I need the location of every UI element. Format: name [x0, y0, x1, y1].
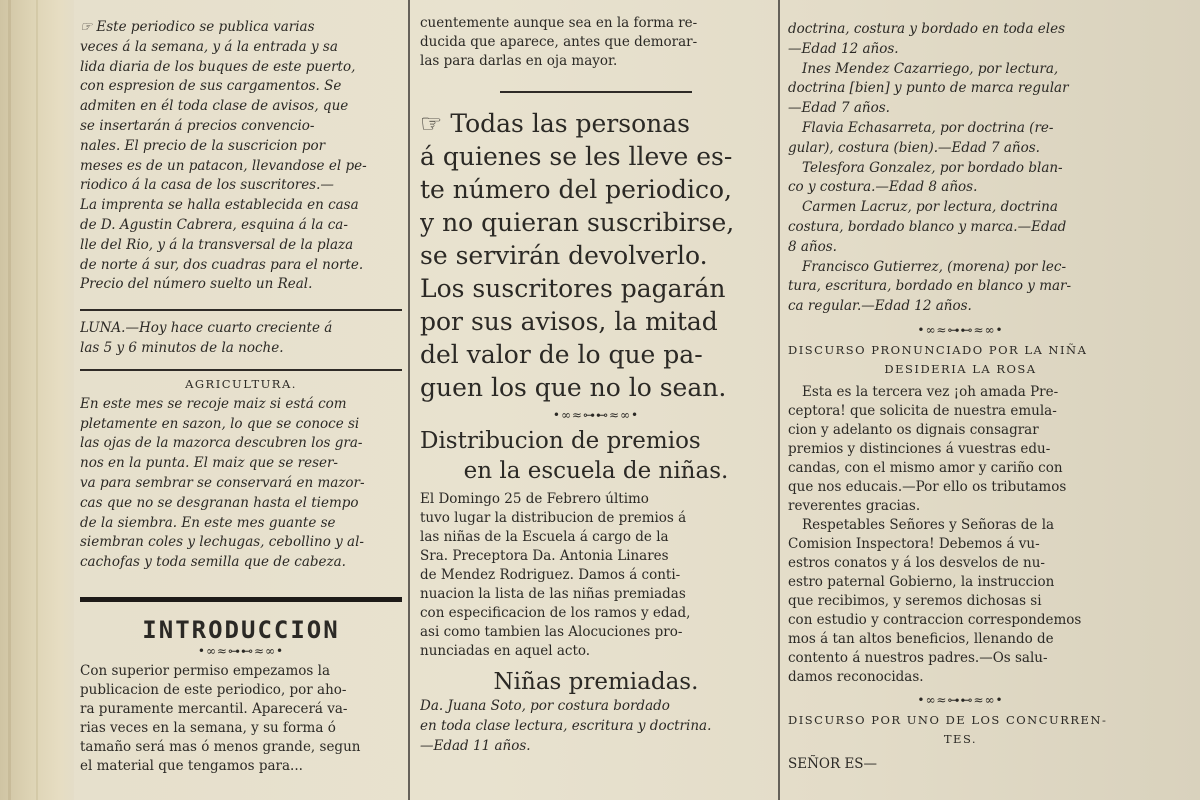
ornament: •∞≈⊶⊷≈∞•: [552, 408, 640, 422]
agriculture-line: de la siembra. En este mes guante se: [80, 514, 336, 531]
notice-line: veces á la semana, y á la entrada y sa: [80, 38, 338, 55]
distribution-title-line: Distribucion de premios: [420, 428, 701, 454]
distribution-line: con especificacion de los ramos y edad,: [420, 605, 691, 621]
ornament: •∞≈⊶⊷≈∞•: [917, 692, 1004, 707]
section-rule-thick: [80, 597, 402, 602]
discurso-line: que recibimos, y seremos dichosas si: [788, 592, 1042, 609]
notice-big-line: ☞ Todas las personas: [420, 109, 690, 138]
continuation-line: cuentemente aunque sea en la forma re-: [420, 15, 698, 31]
discurso-title-line: DESIDERIA LA ROSA: [884, 361, 1037, 376]
introduction-line: publicacion de este periodico, por aho-: [80, 681, 347, 698]
discurso-line: mos á tan altos beneficios, llenando de: [788, 630, 1054, 647]
discurso-line: estro paternal Gobierno, la instruccion: [788, 573, 1055, 590]
discurso-line: reverentes gracias.: [788, 497, 921, 514]
agriculture-block: [80, 395, 402, 573]
award-line: Flavia Echasarreta, por doctrina (re-: [802, 119, 1054, 136]
award-line: costura, bordado blanco y marca.—Edad: [788, 218, 1067, 235]
notice-big-line: por sus avisos, la mitad: [420, 307, 718, 336]
award-line: —Edad 7 años.: [788, 100, 890, 117]
ornament: •∞≈⊶⊷≈∞•: [917, 322, 1004, 337]
notice-line: con espresion de sus cargamentos. Se: [80, 78, 342, 95]
awards-list: [788, 20, 1133, 317]
edge-crease: [8, 0, 11, 800]
discurso-block: [788, 383, 1133, 687]
column-3: [788, 0, 1133, 800]
distribution-line: El Domingo 25 de Febrero último: [420, 491, 649, 507]
column-1: [80, 0, 402, 800]
notice-line: lida diaria de los buques de este puerto,: [80, 58, 356, 75]
distribution-block: [420, 490, 772, 661]
distribution-line: Sra. Preceptora Da. Antonia Linares: [420, 548, 669, 564]
notice-line: lle del Rio, y á la transversal de la plaza: [80, 236, 354, 253]
premiadas-line: en toda clase lectura, escritura y doctrina.: [420, 717, 712, 734]
discurso-line: estros conatos y á los desvelos de nu-: [788, 554, 1045, 571]
spacer: [420, 0, 772, 14]
discurso2-title-line: DISCURSO POR UNO DE LOS CONCURREN-: [788, 712, 1108, 727]
discurso-line: ceptora! que solicita de nuestra emula-: [788, 402, 1057, 419]
subscription-notice: [420, 107, 772, 404]
award-line: doctrina [bien] y punto de marca regular: [788, 80, 1069, 97]
distribution-line: de Mendez Rodriguez. Damos á conti-: [420, 567, 681, 583]
continuation-line: las para darlas en oja mayor.: [420, 53, 618, 69]
notice-big-line: á quienes se les lleve es-: [420, 142, 733, 171]
discurso-line: candas, con el mismo amor y cariño con: [788, 459, 1063, 476]
discurso-line: con estudio y contraccion correspondemos: [788, 611, 1082, 628]
notice-line: riodico á la casa de los suscritores.—: [80, 177, 334, 194]
premiadas-heading: Niñas premiadas.: [493, 669, 699, 695]
distribution-line: las niñas de la Escuela á cargo de la: [420, 529, 669, 545]
award-line: tura, escritura, bordado en blanco y mar-: [788, 278, 1072, 295]
notice-big-line: del valor de lo que pa-: [420, 340, 703, 369]
notice-big-line: y no quieran suscribirse,: [420, 208, 735, 237]
luna-line: LUNA.—Hoy hace cuarto creciente á: [80, 320, 333, 337]
introduction-line: el material que tengamos para...: [80, 757, 303, 774]
premiadas-block: [420, 697, 772, 756]
notice-line: se insertarán á precios convencio-: [80, 117, 315, 134]
agriculture-line: siembran coles y lechugas, cebollino y al-: [80, 534, 364, 551]
notice-big-line: guen los que no lo sean.: [420, 373, 727, 402]
discurso-line: cion y adelanto os dignais consagrar: [788, 421, 1039, 438]
discurso-title-line: DISCURSO PRONUNCIADO POR LA NIÑA: [788, 342, 1088, 357]
notice-line: de norte á sur, dos cuadras para el norte.: [80, 256, 364, 273]
discurso-heading: [788, 341, 1133, 379]
column-2: [420, 0, 772, 800]
discurso-line: damos reconocidas.: [788, 668, 924, 685]
introduction-block: [80, 662, 402, 776]
column-rule: [778, 0, 780, 800]
agriculture-heading: AGRICULTURA.: [185, 376, 297, 391]
agriculture-line: pletamente en sazon, lo que se conoce si: [80, 415, 360, 432]
award-line: Francisco Gutierrez, (morena) por lec-: [802, 258, 1067, 275]
award-line: doctrina, costura y bordado en toda eles: [788, 21, 1066, 37]
notice-line: meses es de un patacon, llevandose el pe-: [80, 157, 367, 174]
notice-big-line: Los suscritores pagarán: [420, 274, 726, 303]
award-line: co y costura.—Edad 8 años.: [788, 179, 978, 196]
distribution-line: nuacion la lista de las niñas premiadas: [420, 586, 686, 602]
notice-line: La imprenta se halla establecida en casa: [80, 197, 359, 214]
agriculture-line: va para sembrar se conservará en mazor-: [80, 474, 365, 491]
section-rule: [80, 309, 402, 311]
notice-big-line: se servirán devolverlo.: [420, 241, 708, 270]
introduction-line: rias veces en la semana, y su forma ó: [80, 719, 336, 736]
notice-line: nales. El precio de la suscricion por: [80, 137, 326, 154]
luna-block: [80, 319, 402, 359]
agriculture-line: cas que no se desgranan hasta el tiempo: [80, 494, 359, 511]
introduction-heading: INTRODUCCION: [142, 615, 340, 644]
notice-block: [80, 18, 402, 295]
discurso-line: premios y distinciones á vuestras edu-: [788, 440, 1051, 457]
discurso-line: Comision Inspectora! Debemos á vu-: [788, 535, 1040, 552]
notice-line: ☞ Este periodico se publica varias: [80, 19, 315, 35]
award-line: Carmen Lacruz, por lectura, doctrina: [802, 199, 1058, 216]
award-line: Telesfora Gonzalez, por bordado blan-: [802, 159, 1063, 176]
premiadas-line: Da. Juana Soto, por costura bordado: [420, 698, 670, 714]
continuation-block: [420, 14, 772, 71]
award-line: ca regular.—Edad 12 años.: [788, 298, 972, 315]
column-rule: [408, 0, 410, 800]
discurso-line: que nos educais.—Por ello os tributamos: [788, 478, 1067, 495]
continuation-line: ducida que aparece, antes que demorar-: [420, 34, 698, 50]
notice-line: Precio del número suelto un Real.: [80, 276, 313, 293]
spacer: [788, 0, 1133, 20]
distribution-line: asi como tambien las Alocuciones pro-: [420, 624, 683, 640]
introduction-line: Con superior permiso empezamos la: [80, 662, 330, 679]
discurso-line: Respetables Señores y Señoras de la: [802, 516, 1055, 533]
award-line: Ines Mendez Cazarriego, por lectura,: [802, 60, 1059, 77]
discurso2-title-line: TES.: [943, 731, 978, 746]
notice-line: admiten en él toda clase de avisos, que: [80, 98, 349, 115]
agriculture-line: cachofas y toda semilla que de cabeza.: [80, 554, 346, 571]
distribution-line: nunciadas en aquel acto.: [420, 643, 591, 659]
distribution-line: tuvo lugar la distribucion de premios á: [420, 510, 687, 526]
discurso-line: contento á nuestros padres.—Os salu-: [788, 649, 1048, 666]
torn-page-edge: [0, 0, 74, 800]
section-rule: [80, 369, 402, 371]
distribution-heading: [420, 426, 772, 486]
ornament: •∞≈⊶⊷≈∞•: [197, 643, 285, 658]
notice-line: de D. Agustin Cabrera, esquina á la ca-: [80, 216, 348, 233]
notice-big-line: te número del periodico,: [420, 175, 732, 204]
spacer: [80, 0, 402, 18]
agriculture-line: nos en la punta. El maiz que se reser-: [80, 455, 338, 472]
agriculture-line: En este mes se recoje maiz si está com: [80, 395, 347, 412]
award-line: —Edad 12 años.: [788, 40, 899, 57]
distribution-title-line: en la escuela de niñas.: [463, 458, 729, 484]
agriculture-line: las ojas de la mazorca descubren los gra-: [80, 435, 363, 452]
spacer: [420, 93, 772, 107]
edge-crease: [36, 0, 38, 800]
luna-line: las 5 y 6 minutos de la noche.: [80, 339, 284, 356]
discurso2-heading: [788, 711, 1133, 749]
introduction-line: ra puramente mercantil. Aparecerá va-: [80, 700, 348, 717]
award-line: gular), costura (bien).—Edad 7 años.: [788, 139, 1040, 156]
senor-salutation: SEÑOR ES—: [788, 755, 878, 772]
award-line: 8 años.: [788, 238, 837, 255]
discurso-line: Esta es la tercera vez ¡oh amada Pre-: [802, 383, 1059, 400]
introduction-line: tamaño será mas ó menos grande, segun: [80, 738, 361, 755]
premiadas-line: —Edad 11 años.: [420, 737, 531, 754]
